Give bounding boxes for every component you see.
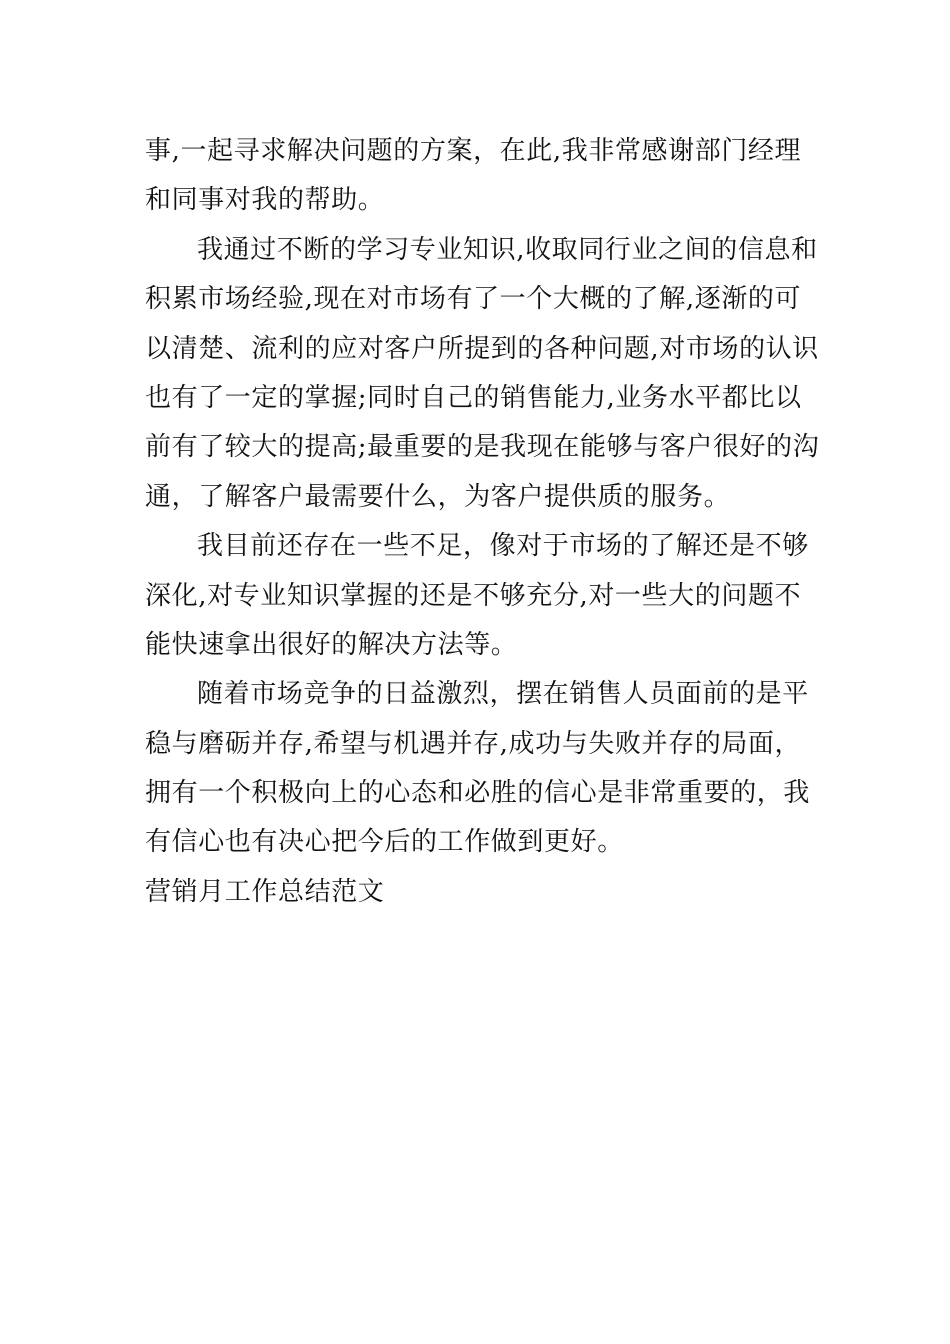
document-body — [145, 127, 820, 917]
text-line: 稳与磨砺并存,希望与机遇并存,成功与失败并存的局面， — [145, 728, 802, 759]
paragraph-continuation — [145, 127, 810, 226]
text-line: 以清楚、流利的应对客户所提到的各种问题,对市场的认识 — [145, 333, 819, 364]
text-line: 能快速拿出很好的解决方法等。 — [145, 629, 518, 660]
text-line: 我通过不断的学习专业知识,收取同行业之间的信息和 — [197, 234, 818, 265]
text-line: 积累市场经验,现在对市场有了一个大概的了解,逐渐的可 — [145, 284, 802, 315]
section-heading: 营销月工作总结范文 — [145, 876, 385, 907]
text-line: 前有了较大的提高;最重要的是我现在能够与客户很好的沟 — [145, 432, 820, 463]
paragraph-learning — [145, 226, 820, 522]
paragraph-outlook — [145, 670, 810, 868]
text-line: 深化,对专业知识掌握的还是不够充分,对一些大的问题不 — [145, 580, 802, 611]
text-line: 也有了一定的掌握;同时自己的销售能力,业务水平都比以 — [145, 382, 802, 413]
section-title — [145, 868, 810, 917]
text-line: 通，了解客户最需要什么，为客户提供质的服务。 — [145, 481, 731, 512]
paragraph-shortcomings — [145, 522, 810, 670]
text-line: 有信心也有决心把今后的工作做到更好。 — [145, 827, 624, 858]
text-line: 拥有一个积极向上的心态和必胜的信心是非常重要的，我 — [145, 778, 811, 809]
text-line: 我目前还存在一些不足，像对于市场的了解还是不够 — [197, 531, 809, 562]
text-line: 随着市场竞争的日益激烈，摆在销售人员面前的是平 — [197, 679, 809, 710]
text-line: 事,一起寻求解决问题的方案，在此,我非常感谢部门经理 — [145, 136, 802, 166]
text-line: 和同事对我的帮助。 — [145, 185, 385, 216]
